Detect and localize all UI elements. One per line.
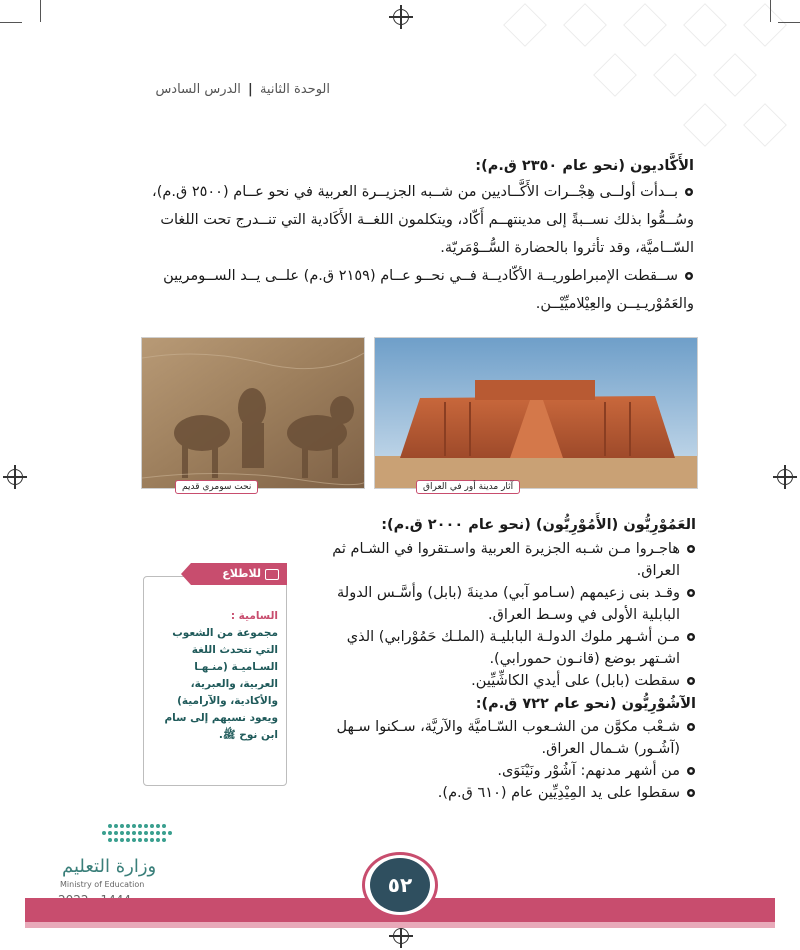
- assyrians-bullet-1: [300, 716, 696, 760]
- page-header: [130, 82, 330, 97]
- assyrians-b1-l1: شـعْب مكوَّن من الشـعوب السّـاميَّة والآريَّة، سـكنوا سـهل: [336, 719, 680, 735]
- bullet-icon: [686, 788, 696, 798]
- decorative-pattern: [470, 0, 800, 180]
- book-icon: [265, 569, 279, 580]
- assyrians-b1-l2: (آشُـور) شـمال العراق.: [541, 741, 680, 757]
- registration-mark-right: [777, 469, 793, 485]
- amorites-bullet-1: [300, 538, 696, 582]
- crop-mark: [770, 0, 771, 22]
- bullet-icon: [686, 544, 696, 554]
- amorites-section: [300, 512, 696, 804]
- info-line: والأكادية، والآرامية): [177, 695, 278, 707]
- info-line: ويعود نسبهم إلى سام: [164, 712, 278, 724]
- amorites-b3-l1: مـن أشـهر ملوك الدولـة البابليـة (الملـك حَمُوْرابي) الذي: [346, 629, 680, 645]
- amorites-b2-l1: وقـد بنى زعيمهم (سـامو آبي) مدينةَ (بابل) وأسَّـس الدولة: [337, 585, 680, 601]
- left-photo-caption: [175, 480, 258, 494]
- akkadians-section: [138, 154, 694, 318]
- akkadians-b2-line1: ســقطت الإمبراطوريــة الأكّاديــة فــي نحــو عــام (٢١٥٩ ق.م) علــى يــد الســومريين: [163, 268, 678, 284]
- crop-mark: [40, 0, 41, 22]
- bullet-icon: [686, 588, 696, 598]
- akkadians-b1-line1: بــدأت أولــى هِجْــرات الأَكَّــاديين من شــبه الجزيــرة العربية في نحو عــام (٢٥٠٠ ق.م)،: [152, 184, 678, 200]
- info-line: السـاميـة (منـهـا: [194, 661, 278, 673]
- amorites-bullet-3: [300, 626, 696, 670]
- header-separator: |: [248, 82, 253, 97]
- amorites-b4-l1: سقطت (بابل) على أيدي الكاشِّيِّين.: [471, 673, 680, 689]
- info-tab: [191, 563, 287, 585]
- ziggurat-photo: [374, 337, 698, 489]
- info-content: [154, 608, 278, 744]
- amorites-b2-l2: البابلية الأولى في وسـط العراق.: [488, 607, 680, 623]
- unit-label: الوحدة الثانية: [259, 82, 330, 97]
- footer-band-light: [25, 922, 775, 928]
- registration-mark-left: [7, 469, 23, 485]
- registration-mark-top: [393, 9, 409, 25]
- left-caption-text: نحت سومري قديم: [182, 482, 252, 492]
- akkadians-title: الأَكَّاديون (نحو عام ٢٣٥٠ ق.م):: [475, 158, 694, 174]
- amorites-b1-l2: العراق.: [636, 563, 680, 579]
- bullet-icon: [684, 187, 694, 197]
- ministry-logo-icon: [60, 820, 190, 850]
- right-photo-caption: [416, 480, 520, 494]
- ministry-name-arabic: وزارة التعليم: [62, 856, 157, 877]
- akkadians-b1-line3: السّــاميَّة، وقد تأثروا بالحضارة السُّــوْمَريّة.: [440, 240, 694, 256]
- page-number: ٥٢: [370, 858, 430, 912]
- info-line: التي تتحدث اللغة: [191, 644, 278, 656]
- registration-mark-bottom: [393, 928, 409, 944]
- right-caption-text: آثار مدينة أور في العراق: [423, 482, 514, 492]
- bullet-icon: [686, 676, 696, 686]
- amorites-bullet-2: [300, 582, 696, 626]
- assyrians-b2-l1: من أشهر مدنهم: آشُوْر ونَيْنَوَى.: [497, 763, 680, 779]
- bullet-icon: [686, 632, 696, 642]
- amorites-bullet-4: [300, 670, 696, 692]
- info-tab-label: للاطلاع: [222, 567, 261, 580]
- crop-mark: [0, 22, 22, 23]
- info-line: العربية، والعبرية،: [190, 678, 278, 690]
- info-line: ابن نوح ﷺ.: [218, 729, 278, 741]
- akkadians-bullet-1: [138, 178, 694, 262]
- assyrians-bullet-3: [300, 782, 696, 804]
- info-line: مجموعة من الشعوب: [172, 627, 278, 639]
- amorites-b3-l2: اشـتهر بوضع (قانـون حمورابي).: [489, 651, 680, 667]
- akkadians-bullet-2: [138, 262, 694, 318]
- bullet-icon: [686, 766, 696, 776]
- akkadians-b1-line2: وسُــمُّوا بذلك نســبةً إلى مدينتهــم أَكّاد، ويتكلمون اللغــة الأَكَادية التي تنــدرج تحت اللغات: [160, 212, 694, 228]
- relief-image: [142, 338, 364, 488]
- lesson-label: الدرس السادس: [155, 82, 241, 97]
- assyrians-bullet-2: [300, 760, 696, 782]
- assyrians-b3-l1: سقطوا على يد المِيْدِيِّين عام (٦١٠ ق.م).: [437, 785, 680, 801]
- bullet-icon: [684, 271, 694, 281]
- akkadians-b2-line2: والعَمُوْريـيــن والعِيْلاميِّيْــن.: [535, 296, 694, 312]
- crop-mark: [778, 22, 800, 23]
- amorites-b1-l1: هاجـروا مـن شـبه الجزيرة العربية واسـتقروا في الشـام ثم: [332, 541, 680, 557]
- ministry-name-english: Ministry of Education: [60, 880, 145, 889]
- info-term: السامية :: [230, 610, 278, 622]
- bullet-icon: [686, 722, 696, 732]
- ziggurat-image: [375, 338, 697, 488]
- assyrians-title: الآشُوْرِيُّون (نحو عام ٧٢٢ ق.م):: [475, 696, 696, 712]
- sumerian-relief-photo: [141, 337, 365, 489]
- amorites-title: العَمُوْرِيُّون (الأَمُوْرِيُّون) (نحو عام ٢٠٠٠ ق.م):: [381, 517, 696, 533]
